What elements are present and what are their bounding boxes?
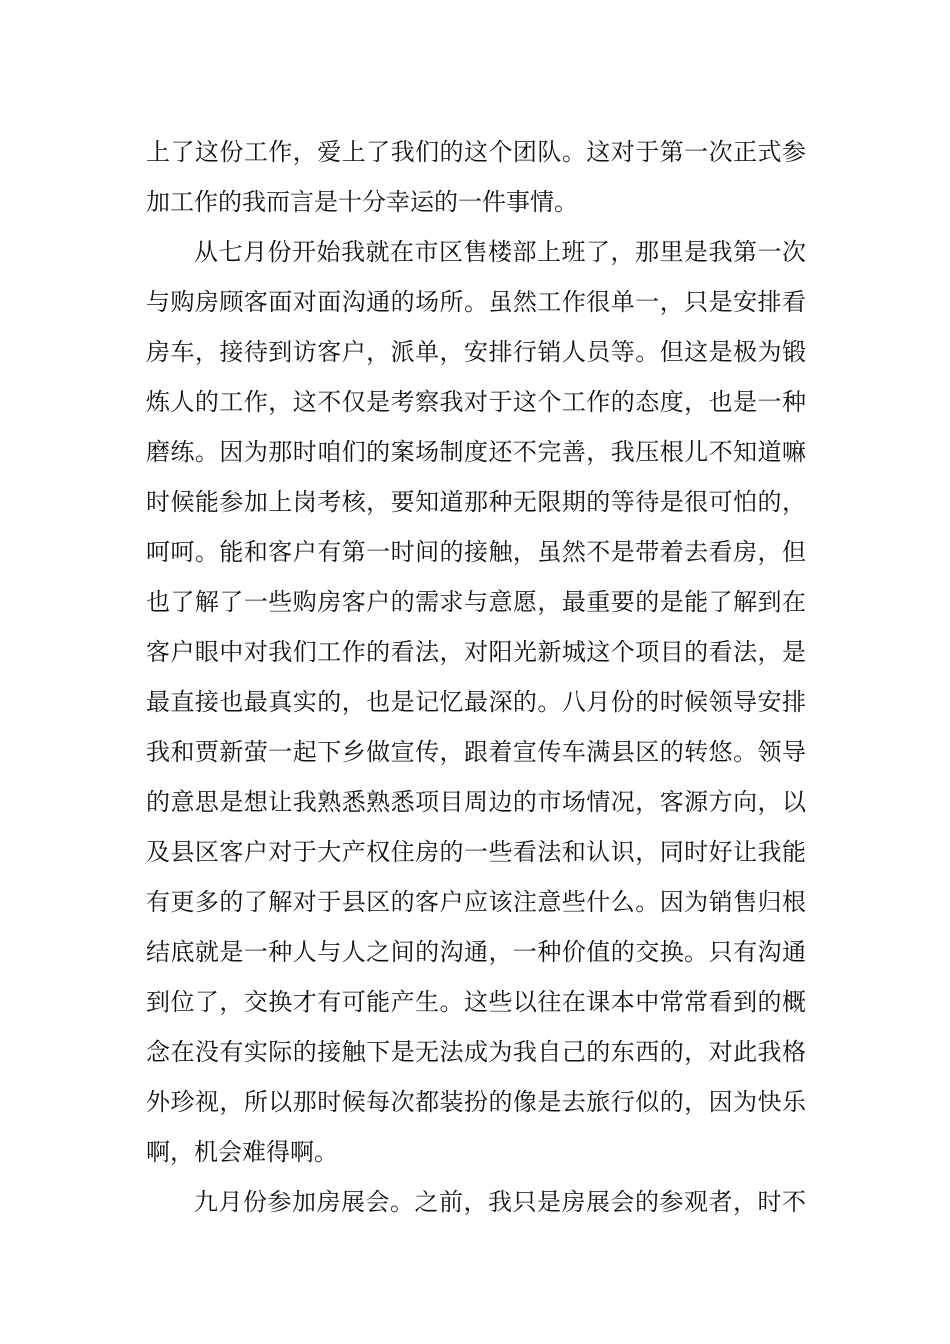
text-line: 九月份参加房展会。之前，我只是房展会的参观者，时不 [194,1188,806,1216]
text-line: 磨练。因为那时咱们的案场制度还不完善，我压根儿不知道嘛 [146,438,806,466]
text-line: 我和贾新萤一起下乡做宣传，跟着宣传车满县区的转悠。领导 [146,738,806,766]
text-line: 从七月份开始我就在市区售楼部上班了，那里是我第一次 [194,238,806,266]
text-line: 及县区客户对于大产权住房的一些看法和认识，同时好让我能 [146,838,806,866]
text-line: 炼人的工作，这不仅是考察我对于这个工作的态度，也是一种 [146,388,806,416]
text-line: 外珍视，所以那时候每次都装扮的像是去旅行似的，因为快乐 [146,1088,806,1116]
text-line: 最直接也最真实的，也是记忆最深的。八月份的时候领导安排 [146,688,806,716]
text-line: 上了这份工作，爱上了我们的这个团队。这对于第一次正式参 [146,138,806,166]
text-line: 与购房顾客面对面沟通的场所。虽然工作很单一，只是安排看 [146,288,806,316]
text-line: 结底就是一种人与人之间的沟通，一种价值的交换。只有沟通 [146,938,806,966]
text-line: 时候能参加上岗考核，要知道那种无限期的等待是很可怕的， [146,488,806,516]
text-line: 客户眼中对我们工作的看法，对阳光新城这个项目的看法，是 [146,638,806,666]
text-line: 啊，机会难得啊。 [146,1138,338,1166]
text-line: 念在没有实际的接触下是无法成为我自己的东西的，对此我格 [146,1038,806,1066]
text-line: 加工作的我而言是十分幸运的一件事情。 [146,188,578,216]
text-line: 房车，接待到访客户，派单，安排行销人员等。但这是极为锻 [146,338,806,366]
text-line: 到位了，交换才有可能产生。这些以往在课本中常常看到的概 [146,988,806,1016]
text-line: 呵呵。能和客户有第一时间的接触，虽然不是带着去看房，但 [146,538,806,566]
text-line: 也了解了一些购房客户的需求与意愿，最重要的是能了解到在 [146,588,806,616]
text-line: 有更多的了解对于县区的客户应该注意些什么。因为销售归根 [146,888,806,916]
text-line: 的意思是想让我熟悉熟悉项目周边的市场情况，客源方向，以 [146,788,806,816]
